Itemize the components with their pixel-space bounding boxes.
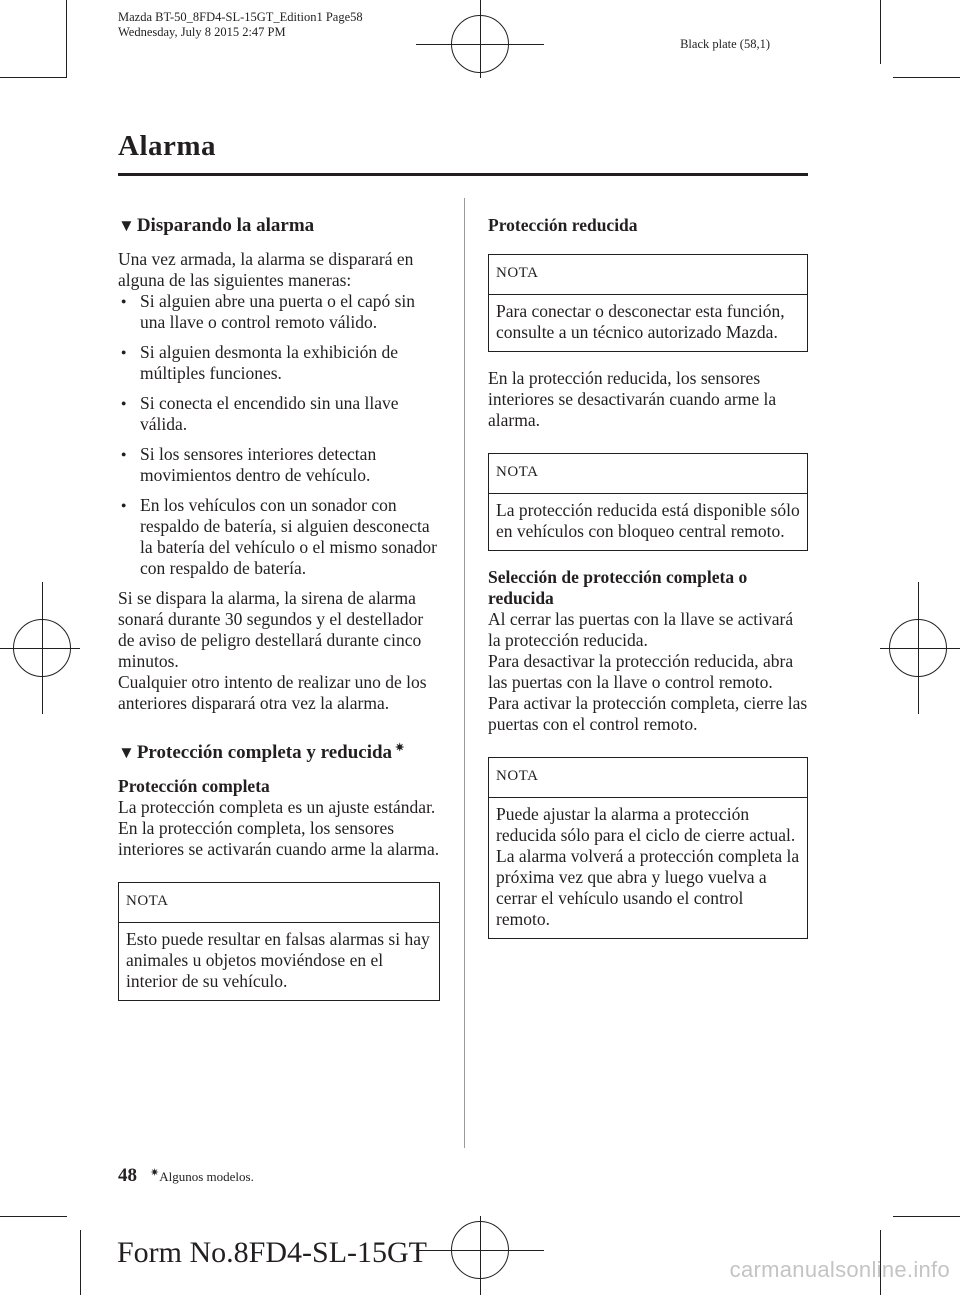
print-meta-line-1: Mazda BT-50_8FD4-SL-15GT_Edition1 Page58	[118, 10, 363, 24]
section-title: Alarma	[118, 130, 217, 162]
heading-reduced-protection: Protección reducida	[488, 215, 638, 235]
heading-triggering-text: Disparando la alarma	[136, 215, 315, 236]
heading-full-protection: Protección completa	[118, 776, 270, 796]
asterisk-icon: ✷	[150, 1167, 160, 1179]
triangle-marker-icon: ▼	[118, 743, 135, 762]
note-label: NOTA	[489, 255, 807, 295]
heading-protection	[118, 736, 440, 765]
crop-mark	[893, 77, 960, 78]
right-column	[488, 215, 808, 955]
note-text: Esto puede resultar en falsas alarmas si hay animales u objetos moviéndose en el interior de su vehículo.	[126, 929, 430, 991]
note-label: NOTA	[489, 758, 807, 798]
triggered-paragraph-2: Cualquier otro intento de realizar uno de los anteriores disparará otra vez la alarma.	[118, 672, 427, 713]
list-item: ● Si los sensores interiores detectan movimientos dentro de vehículo.	[118, 444, 440, 486]
select-paragraph-3: Para activar la protección completa, cierre las puertas con el control remoto.	[488, 693, 808, 734]
page-number: 48	[118, 1165, 137, 1186]
asterisk-icon: ✷	[395, 742, 405, 754]
list-item: ● En los vehículos con un sonador con respaldo de batería, si alguien desconecta la batería del vehículo o el mismo sonador con respaldo de batería.	[118, 495, 440, 579]
heading-protection-text: Protección completa y reducida	[136, 742, 393, 763]
note-text: Puede ajustar la alarma a protección reducida sólo para el ciclo de cierre actual. La alarma volverá a protección completa la próxima vez que abra y luego vuelva a cerrar el vehículo usando el control remoto.	[496, 804, 800, 929]
footnote-text: Algunos modelos.	[159, 1169, 254, 1184]
heading-triggering	[118, 214, 440, 238]
crop-mark	[80, 1230, 81, 1295]
note-text: La protección reducida está disponible sólo en vehículos con bloqueo central remoto.	[496, 500, 800, 541]
form-number: Form No.8FD4-SL-15GT	[117, 1236, 428, 1269]
full-paragraph-2: En la protección completa, los sensores interiores se activarán cuando arme la alarma.	[118, 818, 440, 859]
select-paragraph-2: Para desactivar la protección reducida, abra las puertas con la llave o control remoto.	[488, 651, 794, 692]
trigger-list	[118, 291, 440, 579]
triangle-marker-icon: ▼	[118, 216, 135, 235]
full-paragraph-1: La protección completa es un ajuste estándar.	[118, 797, 436, 817]
title-rule	[118, 173, 808, 176]
triggering-intro: Una vez armada, la alarma se disparará en alguna de las siguientes maneras:	[118, 249, 414, 290]
left-column	[118, 214, 440, 1017]
heading-select-protection: Selección de protección completa o reducida	[488, 567, 748, 608]
watermark: carmanualsonline.info	[729, 1257, 950, 1282]
note-box	[488, 254, 808, 352]
crop-mark	[66, 0, 67, 78]
footnote	[150, 1166, 254, 1185]
note-box	[488, 757, 808, 939]
note-label: NOTA	[489, 454, 807, 494]
print-metadata	[118, 10, 363, 40]
crop-mark	[880, 0, 881, 64]
list-item: ● Si alguien desmonta la exhibición de múltiples funciones.	[118, 342, 440, 384]
column-divider	[464, 198, 465, 1148]
note-box	[118, 882, 440, 1001]
note-text: Para conectar o desconectar esta función, consulte a un técnico autorizado Mazda.	[496, 301, 785, 342]
crop-mark	[893, 1216, 960, 1217]
print-meta-line-2: Wednesday, July 8 2015 2:47 PM	[118, 25, 286, 39]
list-item: ● Si conecta el encendido sin una llave válida.	[118, 393, 440, 435]
triggered-paragraph-1: Si se dispara la alarma, la sirena de alarma sonará durante 30 segundos y el destellador de aviso de peligro destellará durante cinco minutos.	[118, 588, 424, 671]
note-box	[488, 453, 808, 551]
list-item: ● Si alguien abre una puerta o el capó sin una llave o control remoto válido.	[118, 291, 440, 333]
crop-mark	[0, 1216, 67, 1217]
note-label: NOTA	[119, 883, 439, 923]
reduced-paragraph: En la protección reducida, los sensores interiores se desactivarán cuando arme la alarma.	[488, 368, 777, 430]
crop-mark	[0, 77, 67, 78]
select-paragraph-1: Al cerrar las puertas con la llave se activará la protección reducida.	[488, 609, 794, 650]
plate-label: Black plate (58,1)	[680, 37, 770, 51]
